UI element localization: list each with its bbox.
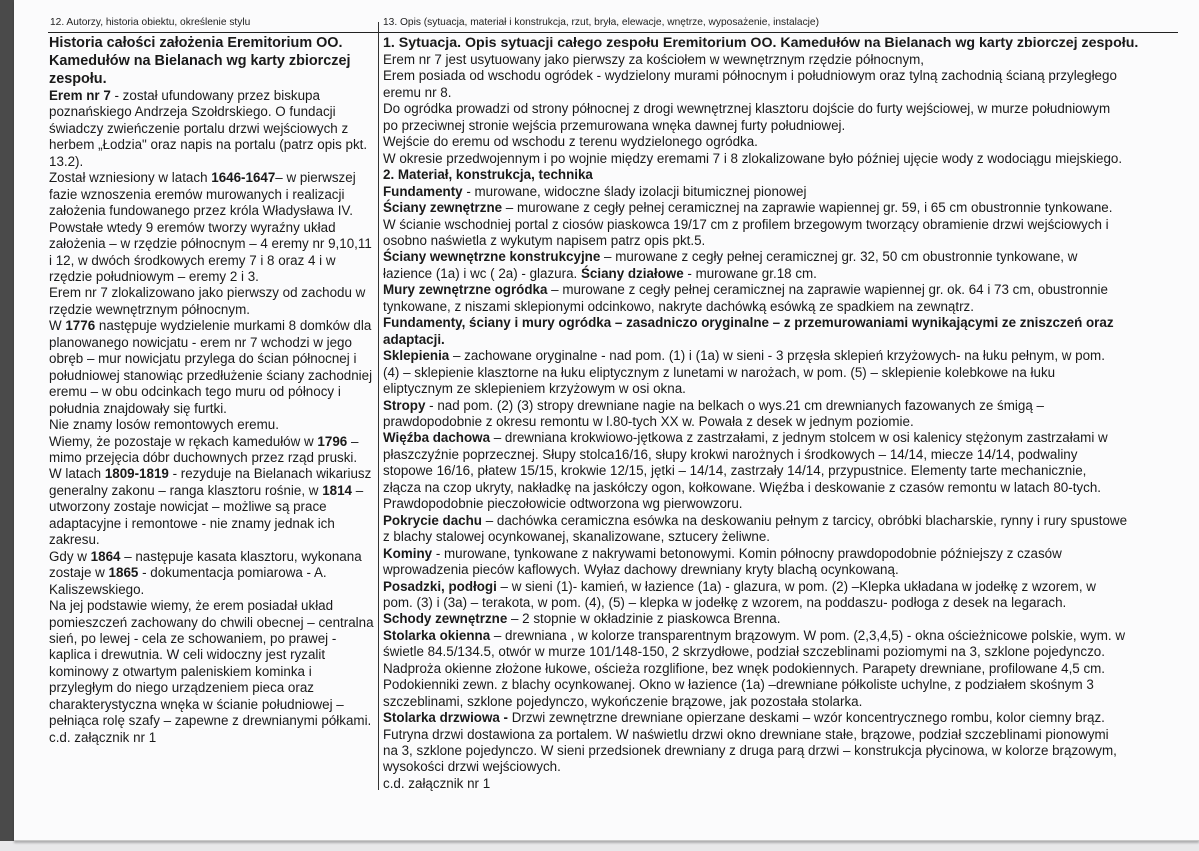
entry-wiezba bbox=[383, 430, 1173, 446]
entry-stolarka-drzwiowa bbox=[383, 710, 1173, 726]
entry-text: prawdopodobnie z okresu remontu w l.80-tych XX w. Powała z desek w jednym poziomie. bbox=[383, 413, 914, 429]
entry-text: – 2 stopnie w okładzinie z piaskowca Brenna. bbox=[507, 611, 781, 627]
history-title-line: Historia całości założenia Eremitorium OO. bbox=[49, 35, 343, 51]
entry-text: wprowadzenia pieców kaflowych. Wyłaz dachowy drewniany kryty blachą ocynkowaną. bbox=[383, 562, 899, 578]
entry-text: tynkowane, z niszami sklepionymi odcinkowo, nakryte dachówką esówką ze spadkiem na zewnątrz. bbox=[383, 298, 974, 314]
entry-term: Stolarka drzwiowa - bbox=[383, 710, 509, 726]
entry-stolarka-okienna bbox=[383, 628, 1173, 644]
entry-text: – murowane z cegły pełnej ceramicznej na zaprawie wapiennej gr. 59, i 65 cm obustronnie tynkowane. bbox=[502, 200, 1113, 216]
entry-text: - murowane, widoczne ślady izolacji bitumicznej pionowej bbox=[462, 183, 807, 199]
entry-text: złącza na czop ukryty, nakładkę na jaskółczy ogon, kołkowane. Więźba i deskowanie z czasów remontu w latach 80-tych. bbox=[383, 479, 1101, 495]
paragraph-text: Wiemy, że pozostaje w rękach kamedułów w bbox=[49, 433, 318, 449]
history-paragraph: Na jej podstawie wiemy, że erem posiadał układ pomieszczeń zachowany do chwili obecnej – centralna sień, po lewej - cela ze schowaniem, po prawej - kaplica i drewutnia. W celi widoczny jest ryzalit kominowy z otwartym paleniskiem kominka i przyległym do niego urządzeniem pieca oraz charakterystyczna wnęka w ścianie południowej – pełniąca rolę szafy – zapewne z drewnianymi półkami. bbox=[49, 598, 374, 729]
section2-title: 2. Materiał, konstrukcja, technika bbox=[383, 167, 593, 183]
history-paragraph bbox=[49, 170, 375, 219]
entry-posadzki bbox=[383, 579, 1173, 595]
entry-text: Futryna drzwi dostawiona za portalem. W naświetlu drzwi okno drewniane stałe, brązowe, podział szczeblinami pionowymi bbox=[383, 726, 1109, 742]
entry-fundamenty bbox=[383, 184, 1173, 200]
entry-text: Drzwi zewnętrzne drewniane opierzane deskami – wzór koncentrycznego rombu, kolor ciemny brąz. bbox=[508, 710, 1105, 726]
section1-title: 1. Sytuacja. Opis sytuacji całego zespołu Eremitorium OO. Kamedułów na Bielanach wg karty zbiorczej zespołu. bbox=[383, 35, 1139, 51]
bold-date: 1865 bbox=[108, 565, 139, 581]
history-paragraph bbox=[49, 549, 375, 598]
right-header-rule bbox=[378, 32, 1178, 33]
history-paragraph bbox=[49, 466, 375, 548]
left-column-header: 12. Autorzy, historia obiektu, określenie stylu bbox=[50, 17, 251, 28]
entry-sciany-zewnetrzne bbox=[383, 200, 1173, 216]
entry-text: szczeblinami, szklone pojedynczo, wykończenie brązowe, jak pozostała stolarka. bbox=[383, 693, 863, 709]
bold-term: Erem nr 7 bbox=[49, 88, 111, 103]
entry-text: – drewniana , w kolorze transparentnym brązowym. W pom. (2,3,4,5) - okna ościeżnicowe polskie, wym. w bbox=[490, 627, 1125, 643]
entry-text: z blachy stalowej ocynkowanej, skanalizowane, sztucery żeliwne. bbox=[383, 529, 771, 545]
entry-term: Mury zewnętrzne ogródka bbox=[383, 282, 548, 298]
section1-line: Do ogródka prowadzi od strony północnej z drogi wewnętrznej klasztoru dojście do furty wejściowej, w murze południowym bbox=[383, 101, 1111, 117]
entry-term: Ściany działowe bbox=[580, 265, 684, 281]
entry-term: Stolarka okienna bbox=[383, 627, 491, 643]
entry-kominy bbox=[383, 546, 1173, 562]
paragraph-text: – utworzony zostaje nowicjat – możliwe są prace adaptacyjne i remontowe - nie znamy jednak ich zakresu. bbox=[49, 482, 364, 548]
bold-date: 1796 bbox=[317, 433, 348, 449]
entry-text: – w sieni (1)- kamień, w łazience (1a) - glazura, w pom. (2) –Klepka układana w jodełkę z wzorem, w bbox=[496, 578, 1096, 594]
paragraph-text: – w pierwszej fazie wznoszenia eremów murowanych i realizacji założenia fundowanego przez króla Władysława IV. bbox=[49, 170, 356, 219]
entry-term: Kominy bbox=[383, 545, 433, 561]
entry-text: łazience (1a) i wc ( 2a) - glazura. bbox=[383, 265, 581, 281]
entry-text: – murowane z cegły pełnej ceramicznej na zaprawie wapiennej gr. ok. 64 i 73 cm, obustronnie bbox=[547, 282, 1108, 298]
description-column bbox=[383, 34, 1173, 792]
history-paragraph: Nie znamy losów remontowych eremu. bbox=[49, 417, 279, 433]
paragraph-text: Został wzniesiony w latach bbox=[49, 170, 212, 186]
entry-text: - nad pom. (2) (3) stropy drewniane nagie na belkach o wys.21 cm drewnianych fazowanych ze śmigą – bbox=[425, 397, 1044, 413]
bold-date: 1646-1647 bbox=[211, 170, 276, 186]
entry-term: Schody zewnętrzne bbox=[383, 611, 508, 627]
paragraph-text: - został ufundowany przez biskupa poznańskiego Andrzeja Szołdrskiego. O fundacji świadczy zwieńczenie portalu drzwi wejściowych z herbem „Łodzia" oraz napis na portalu (patrz opis pkt. 13.2). bbox=[49, 88, 368, 169]
paragraph-text: W bbox=[49, 318, 66, 334]
entry-text: – zachowane oryginalne - nad pom. (1) i (1a) w sieni - 3 przęsła sklepień krzyżowych- na łuku pełnym, w pom. bbox=[449, 348, 1105, 364]
entry-term: Posadzki, podłogi bbox=[383, 578, 497, 594]
entry-text: Prawdopodobnie pieczołowicie odtworzona wg pierwowzoru. bbox=[383, 496, 743, 512]
entry-schody bbox=[383, 611, 1173, 627]
history-title-line: zespołu. bbox=[49, 71, 107, 87]
bold-date: 1814 bbox=[322, 482, 352, 498]
entry-text: na 3, szklone pojedynczo. W sieni przedsionek drewniany z druga parą drzwi – konstrukcja płycinowa, w kolorze brązowym, bbox=[383, 743, 1117, 759]
history-paragraph: Powstałe wtedy 9 eremów tworzy wyraźny układ założenia – w rzędzie północnym – 4 eremy nr 9,10,11 i 12, w dwóch środkowych eremy 7 i 8 oraz 4 i w rzędzie południowym – eremy 2 i 3. bbox=[49, 219, 372, 284]
history-title-line: Kamedułów na Bielanach wg karty zbiorczej bbox=[49, 53, 351, 69]
section1-line: po przeciwnej stronie wejścia przemurowana wnęka dawnej furty południowej. bbox=[383, 117, 846, 133]
history-column bbox=[49, 34, 375, 746]
entry-term: Więźba dachowa bbox=[383, 430, 491, 446]
paragraph-text: Gdy w bbox=[49, 548, 91, 564]
section1-line: Erem posiada od wschodu ogródek - wydzielony murami północnym i południowym oraz tylną zachodnią ścianą przyległego bbox=[383, 68, 1117, 84]
entry-text: – dachówka ceramiczna esówka na deskowaniu pełnym z tarcicy, obróbki blacharskie, rynny i rury spustowe bbox=[482, 512, 1128, 528]
entry-term: Ściany zewnętrzne bbox=[383, 200, 503, 216]
entry-term: Pokrycie dachu bbox=[383, 512, 482, 528]
column-divider bbox=[378, 22, 379, 790]
bold-date: 1864 bbox=[90, 548, 121, 564]
history-paragraph bbox=[49, 318, 375, 417]
entry-sciany-wewnetrzne bbox=[383, 249, 1173, 265]
entry-text: wysokości drzwi wejściowych. bbox=[383, 759, 561, 775]
paragraph-text: - rezyduje na Bielanach wikariusz generalny zakonu – ranga klasztoru rośnie, w bbox=[49, 466, 372, 498]
section1-line: Wejście do eremu od wschodu z terenu wydzielonego ogródka. bbox=[383, 134, 758, 150]
entry-text: Podokienniki zewn. z blachy ocynkowanej. Okno w łazience (1a) –drewniane półkoliste uchylne, z podziałem skośnym 3 bbox=[383, 677, 1094, 693]
paragraph-text: – następuje kasata klasztoru, wykonana zostaje w bbox=[49, 548, 362, 581]
entry-text: stopowe 16/16, płatew 15/15, krokwie 12/15, jętki – 14/14, zastrzały 14/14, przypustnice. Elementy tarte mechanicznie, bbox=[383, 463, 1087, 479]
entry-text: (4) – sklepienie klasztorne na łuku eliptycznym z lunetami w narożach, w pom. (5) – sklepienie kolebkowe na łuku bbox=[383, 364, 1056, 380]
history-paragraph: Erem nr 7 zlokalizowano jako pierwszy od zachodu w rzędzie wewnętrznym północnym. bbox=[49, 285, 366, 317]
continuation-note: c.d. załącznik nr 1 bbox=[49, 729, 157, 745]
entry-summary: Fundamenty, ściany i mury ogródka – zasadniczo oryginalne – z przemurowaniami wynikającymi ze zniszczeń oraz bbox=[383, 315, 1114, 331]
paragraph-text: W latach bbox=[49, 466, 105, 482]
paragraph-text: - dokumentacja pomiarowa - A. Kaliszewskiego. bbox=[49, 565, 327, 597]
entry-term: Stropy bbox=[383, 397, 426, 413]
entry-text: – murowane z cegły pełnej ceramicznej gr. 32, 50 cm obustronnie tynkowane, w bbox=[600, 249, 1078, 265]
entry-stropy bbox=[383, 398, 1173, 414]
bold-date: 1809-1819 bbox=[104, 466, 169, 482]
entry-text: - murowane gr.18 cm. bbox=[683, 265, 817, 281]
paragraph-text: następuje wydzielenie murkami 8 domków dla planowanego nowicjatu - erem nr 7 wchodzi w jego obręb – mur nowicjatu przylega do ścian północnej i południowej stanowiąc przedłużenie ściany zachodniej eremu – w obu odcinkach tego muru od północy i południa znajdowały się furtki. bbox=[49, 318, 373, 416]
entry-text: W ścianie wschodniej portal z ciosów piaskowca 19/17 cm z profilem brzegowym tworzący obramienie drzwi wejściowych i bbox=[383, 216, 1109, 232]
history-paragraph bbox=[49, 434, 375, 467]
section1-line: W okresie przedwojennym i po wojnie między eremami 7 i 8 zlokalizowane było później ujęcie wody z wodociągu miejskiego. bbox=[383, 150, 1123, 166]
entry-term: Ściany wewnętrzne konstrukcyjne bbox=[383, 249, 601, 265]
section1-line: Erem nr 7 jest usytuowany jako pierwszy za kościołem w wewnętrznym rzędzie północnym, bbox=[383, 52, 925, 67]
paragraph-text: –mimo przejęcia dóbr duchownych przez rząd pruski. bbox=[49, 433, 359, 465]
entry-sklepienia bbox=[383, 348, 1173, 364]
entry-summary: adaptacji. bbox=[383, 331, 445, 347]
entry-text: Nadproża okienne złożone łukowe, ościeża rozglifione, bez wnęk podokiennych. Parapety drewniane, profilowane 4,5 cm. bbox=[383, 660, 1106, 676]
continuation-note: c.d. załącznik nr 1 bbox=[383, 775, 491, 791]
scan-edge bbox=[0, 0, 14, 851]
entry-mury-ogrodka bbox=[383, 282, 1173, 298]
bold-date: 1776 bbox=[65, 318, 96, 334]
history-paragraph bbox=[49, 88, 375, 170]
section1-line: eremu nr 8. bbox=[383, 84, 452, 100]
left-header-rule bbox=[48, 32, 392, 33]
entry-sciany-dzialowe bbox=[383, 266, 1173, 282]
entry-text: - murowane, tynkowane z nakrywami betonowymi. Komin północny prawdopodobnie późniejszy z czasów bbox=[432, 545, 1062, 561]
entry-text: świetle 84.5/134.5, otwór w murze 101/148-150, 2 skrzydłowe, podział szczeblinami poziomymi na 3, szklone pojedynczo. bbox=[383, 644, 1105, 660]
entry-pokrycie-dachu bbox=[383, 513, 1173, 529]
entry-text: osobno naświetla z wykutym napisem patrz opis pkt.5. bbox=[383, 232, 706, 248]
scan-bottom-edge bbox=[0, 841, 1199, 851]
right-column-header: 13. Opis (sytuacja, materiał i konstrukcja, rzut, bryła, elewacje, wnętrze, wyposażenie, instalacje) bbox=[383, 17, 819, 28]
entry-term: Sklepienia bbox=[383, 348, 450, 364]
entry-text: eliptycznym ze sklepieniem krzyżowym w osi okna. bbox=[383, 381, 686, 397]
entry-text: płaszczyźnie poprzecznej. Słupy stolca16/16, słupy krokwi narożnych i środkowych – 14/14, miecze 14/14, podwaliny bbox=[383, 446, 1078, 462]
entry-term: Fundamenty bbox=[383, 183, 463, 199]
entry-text: – drewniana krokwiowo-jętkowa z zastrzałami, z jednym stolcem w osi kalenicy stężonym zastrzałami w bbox=[490, 430, 1108, 446]
entry-text: pom. (3) i (3a) – terakota, w pom. (4), (5) – klepka w jodełkę z wzorem, na poddaszu- podłoga z desek na legarach. bbox=[383, 594, 1067, 610]
